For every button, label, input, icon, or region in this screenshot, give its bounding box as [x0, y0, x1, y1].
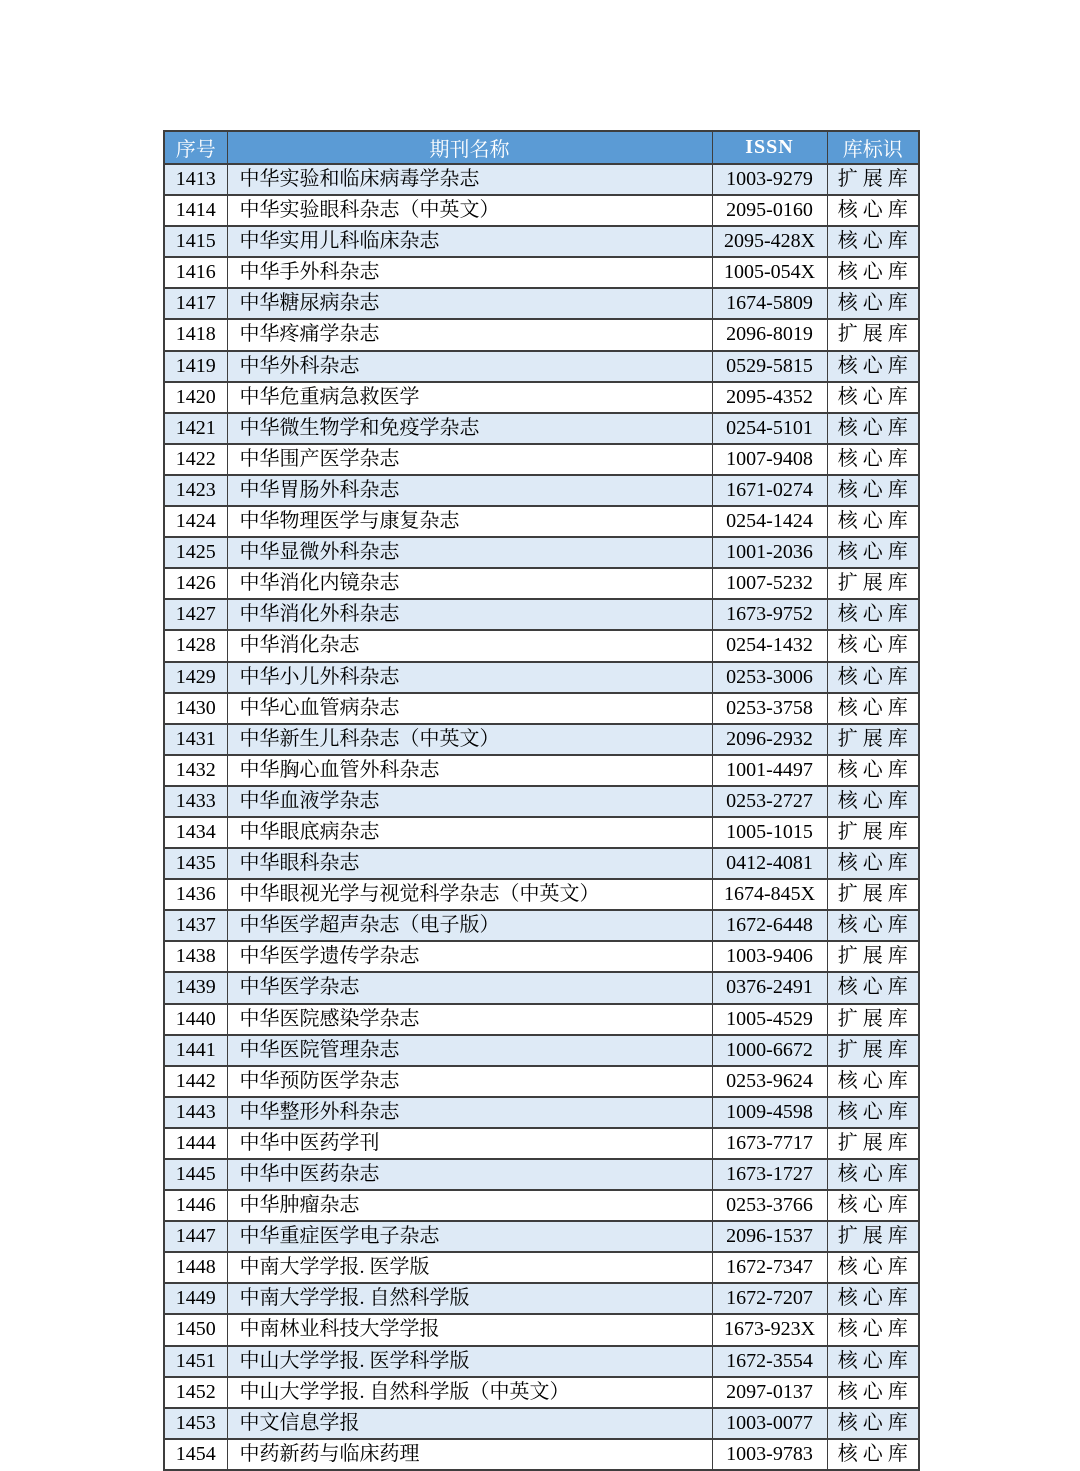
journal-name-cell: 中华医院管理杂志	[227, 1035, 712, 1066]
db-flag-cell: 核心库	[827, 1159, 919, 1190]
table-row	[164, 1004, 919, 1035]
issn-cell: 1005-1015	[712, 817, 827, 848]
issn-cell: 1671-0274	[712, 475, 827, 506]
row-index-cell: 1445	[164, 1159, 227, 1190]
journal-name-cell: 中华外科杂志	[227, 351, 712, 382]
row-index-cell: 1430	[164, 693, 227, 724]
row-index-cell: 1432	[164, 755, 227, 786]
row-index-cell: 1431	[164, 724, 227, 755]
row-index-cell: 1437	[164, 910, 227, 941]
table-row	[164, 1190, 919, 1221]
journal-name-cell: 中南大学学报. 自然科学版	[227, 1283, 712, 1314]
table-row	[164, 817, 919, 848]
db-flag-cell: 扩展库	[827, 319, 919, 350]
table-row	[164, 413, 919, 444]
table-row	[164, 941, 919, 972]
row-index-cell: 1439	[164, 972, 227, 1003]
table-row	[164, 444, 919, 475]
table-row	[164, 568, 919, 599]
db-flag-cell: 核心库	[827, 693, 919, 724]
journal-name-cell: 中华糖尿病杂志	[227, 288, 712, 319]
table-row	[164, 475, 919, 506]
row-index-cell: 1415	[164, 226, 227, 257]
row-index-cell: 1454	[164, 1439, 227, 1470]
table-row	[164, 1128, 919, 1159]
db-flag-cell: 核心库	[827, 1252, 919, 1283]
db-flag-cell: 核心库	[827, 475, 919, 506]
issn-cell: 2095-428X	[712, 226, 827, 257]
issn-cell: 0412-4081	[712, 848, 827, 879]
row-index-cell: 1440	[164, 1004, 227, 1035]
row-index-cell: 1441	[164, 1035, 227, 1066]
row-index-cell: 1419	[164, 351, 227, 382]
table-row	[164, 1377, 919, 1408]
issn-cell: 1674-845X	[712, 879, 827, 910]
journal-name-cell: 中华心血管病杂志	[227, 693, 712, 724]
row-index-cell: 1422	[164, 444, 227, 475]
table-row	[164, 506, 919, 537]
table-row	[164, 662, 919, 693]
db-flag-cell: 核心库	[827, 786, 919, 817]
issn-cell: 2097-0137	[712, 1377, 827, 1408]
journal-name-cell: 中华围产医学杂志	[227, 444, 712, 475]
journal-name-cell: 中华肿瘤杂志	[227, 1190, 712, 1221]
issn-cell: 1003-9406	[712, 941, 827, 972]
table-row	[164, 226, 919, 257]
row-index-cell: 1446	[164, 1190, 227, 1221]
issn-cell: 1009-4598	[712, 1097, 827, 1128]
row-index-cell: 1416	[164, 257, 227, 288]
issn-cell: 1007-9408	[712, 444, 827, 475]
table-row	[164, 1283, 919, 1314]
db-flag-cell: 核心库	[827, 1377, 919, 1408]
db-flag-cell: 核心库	[827, 1283, 919, 1314]
table-row	[164, 630, 919, 661]
table-row	[164, 319, 919, 350]
issn-cell: 0253-3758	[712, 693, 827, 724]
issn-cell: 1007-5232	[712, 568, 827, 599]
header-db-flag: 库标识	[827, 131, 919, 164]
table-row	[164, 1097, 919, 1128]
table-row	[164, 755, 919, 786]
table-row	[164, 1408, 919, 1439]
header-journal-name: 期刊名称	[227, 131, 712, 164]
row-index-cell: 1425	[164, 537, 227, 568]
db-flag-cell: 核心库	[827, 506, 919, 537]
row-index-cell: 1424	[164, 506, 227, 537]
row-index-cell: 1444	[164, 1128, 227, 1159]
row-index-cell: 1414	[164, 195, 227, 226]
row-index-cell: 1429	[164, 662, 227, 693]
issn-cell: 1672-7207	[712, 1283, 827, 1314]
db-flag-cell: 核心库	[827, 972, 919, 1003]
journal-list-table	[163, 130, 920, 1471]
table-row	[164, 1159, 919, 1190]
db-flag-cell: 核心库	[827, 910, 919, 941]
row-index-cell: 1447	[164, 1221, 227, 1252]
table-row	[164, 195, 919, 226]
issn-cell: 0253-2727	[712, 786, 827, 817]
db-flag-cell: 扩展库	[827, 724, 919, 755]
table-row	[164, 910, 919, 941]
journal-name-cell: 中华医学杂志	[227, 972, 712, 1003]
table-row	[164, 1252, 919, 1283]
table-row	[164, 786, 919, 817]
issn-cell: 1672-6448	[712, 910, 827, 941]
db-flag-cell: 核心库	[827, 1190, 919, 1221]
db-flag-cell: 扩展库	[827, 1221, 919, 1252]
journal-name-cell: 中华胸心血管外科杂志	[227, 755, 712, 786]
row-index-cell: 1450	[164, 1314, 227, 1345]
table-row	[164, 724, 919, 755]
row-index-cell: 1453	[164, 1408, 227, 1439]
row-index-cell: 1435	[164, 848, 227, 879]
issn-cell: 1673-923X	[712, 1314, 827, 1345]
table-row	[164, 257, 919, 288]
row-index-cell: 1433	[164, 786, 227, 817]
journal-name-cell: 中华手外科杂志	[227, 257, 712, 288]
journal-name-cell: 中华实验眼科杂志（中英文）	[227, 195, 712, 226]
issn-cell: 1000-6672	[712, 1035, 827, 1066]
issn-cell: 1672-7347	[712, 1252, 827, 1283]
journal-name-cell: 中华显微外科杂志	[227, 537, 712, 568]
header-issn: ISSN	[712, 131, 827, 164]
table-row	[164, 848, 919, 879]
table-body	[164, 164, 919, 1470]
issn-cell: 0254-5101	[712, 413, 827, 444]
row-index-cell: 1420	[164, 382, 227, 413]
row-index-cell: 1413	[164, 164, 227, 195]
issn-cell: 0253-3766	[712, 1190, 827, 1221]
db-flag-cell: 核心库	[827, 1346, 919, 1377]
journal-name-cell: 中南林业科技大学学报	[227, 1314, 712, 1345]
issn-cell: 1673-9752	[712, 599, 827, 630]
journal-name-cell: 中华眼视光学与视觉科学杂志（中英文）	[227, 879, 712, 910]
journal-name-cell: 中山大学学报. 医学科学版	[227, 1346, 712, 1377]
journal-name-cell: 中华整形外科杂志	[227, 1097, 712, 1128]
db-flag-cell: 扩展库	[827, 568, 919, 599]
table-row	[164, 1439, 919, 1470]
db-flag-cell: 核心库	[827, 755, 919, 786]
journal-name-cell: 中药新药与临床药理	[227, 1439, 712, 1470]
issn-cell: 2096-2932	[712, 724, 827, 755]
db-flag-cell: 核心库	[827, 662, 919, 693]
table-row	[164, 382, 919, 413]
journal-name-cell: 中华眼底病杂志	[227, 817, 712, 848]
issn-cell: 1673-7717	[712, 1128, 827, 1159]
row-index-cell: 1449	[164, 1283, 227, 1314]
table-row	[164, 288, 919, 319]
db-flag-cell: 核心库	[827, 351, 919, 382]
header-row	[164, 131, 919, 164]
table-row	[164, 1346, 919, 1377]
journal-name-cell: 中华预防医学杂志	[227, 1066, 712, 1097]
row-index-cell: 1436	[164, 879, 227, 910]
issn-cell: 0253-9624	[712, 1066, 827, 1097]
db-flag-cell: 核心库	[827, 1408, 919, 1439]
table-row	[164, 1066, 919, 1097]
row-index-cell: 1442	[164, 1066, 227, 1097]
journal-name-cell: 中华消化内镜杂志	[227, 568, 712, 599]
db-flag-cell: 核心库	[827, 413, 919, 444]
db-flag-cell: 核心库	[827, 1314, 919, 1345]
table-row	[164, 351, 919, 382]
table-row	[164, 1314, 919, 1345]
header-index: 序号	[164, 131, 227, 164]
journal-name-cell: 中文信息学报	[227, 1408, 712, 1439]
db-flag-cell: 核心库	[827, 1066, 919, 1097]
issn-cell: 2096-8019	[712, 319, 827, 350]
db-flag-cell: 核心库	[827, 382, 919, 413]
table-row	[164, 879, 919, 910]
journal-name-cell: 中华医学超声杂志（电子版）	[227, 910, 712, 941]
db-flag-cell: 核心库	[827, 537, 919, 568]
row-index-cell: 1434	[164, 817, 227, 848]
journal-name-cell: 中华新生儿科杂志（中英文）	[227, 724, 712, 755]
db-flag-cell: 扩展库	[827, 941, 919, 972]
table-row	[164, 164, 919, 195]
journal-name-cell: 中南大学学报. 医学版	[227, 1252, 712, 1283]
journal-name-cell: 中华危重病急救医学	[227, 382, 712, 413]
db-flag-cell: 扩展库	[827, 164, 919, 195]
issn-cell: 1001-4497	[712, 755, 827, 786]
journal-name-cell: 中华中医药学刊	[227, 1128, 712, 1159]
row-index-cell: 1443	[164, 1097, 227, 1128]
db-flag-cell: 核心库	[827, 599, 919, 630]
row-index-cell: 1426	[164, 568, 227, 599]
issn-cell: 2095-0160	[712, 195, 827, 226]
row-index-cell: 1438	[164, 941, 227, 972]
table-row	[164, 693, 919, 724]
journal-name-cell: 中华胃肠外科杂志	[227, 475, 712, 506]
journal-name-cell: 中山大学学报. 自然科学版（中英文）	[227, 1377, 712, 1408]
db-flag-cell: 核心库	[827, 257, 919, 288]
row-index-cell: 1427	[164, 599, 227, 630]
journal-name-cell: 中华医院感染学杂志	[227, 1004, 712, 1035]
journal-name-cell: 中华疼痛学杂志	[227, 319, 712, 350]
row-index-cell: 1452	[164, 1377, 227, 1408]
db-flag-cell: 核心库	[827, 848, 919, 879]
issn-cell: 0529-5815	[712, 351, 827, 382]
table-row	[164, 1221, 919, 1252]
issn-cell: 0254-1432	[712, 630, 827, 661]
journal-name-cell: 中华实验和临床病毒学杂志	[227, 164, 712, 195]
db-flag-cell: 核心库	[827, 195, 919, 226]
issn-cell: 1672-3554	[712, 1346, 827, 1377]
db-flag-cell: 核心库	[827, 1439, 919, 1470]
journal-name-cell: 中华消化外科杂志	[227, 599, 712, 630]
issn-cell: 1003-9279	[712, 164, 827, 195]
journal-name-cell: 中华血液学杂志	[227, 786, 712, 817]
journal-name-cell: 中华医学遗传学杂志	[227, 941, 712, 972]
issn-cell: 2096-1537	[712, 1221, 827, 1252]
db-flag-cell: 核心库	[827, 1097, 919, 1128]
journal-name-cell: 中华消化杂志	[227, 630, 712, 661]
issn-cell: 1001-2036	[712, 537, 827, 568]
journal-name-cell: 中华物理医学与康复杂志	[227, 506, 712, 537]
issn-cell: 1003-0077	[712, 1408, 827, 1439]
journal-name-cell: 中华实用儿科临床杂志	[227, 226, 712, 257]
table-row	[164, 1035, 919, 1066]
journal-name-cell: 中华重症医学电子杂志	[227, 1221, 712, 1252]
db-flag-cell: 核心库	[827, 226, 919, 257]
issn-cell: 1673-1727	[712, 1159, 827, 1190]
row-index-cell: 1428	[164, 630, 227, 661]
issn-cell: 1674-5809	[712, 288, 827, 319]
db-flag-cell: 核心库	[827, 630, 919, 661]
db-flag-cell: 扩展库	[827, 1128, 919, 1159]
issn-cell: 0376-2491	[712, 972, 827, 1003]
row-index-cell: 1417	[164, 288, 227, 319]
db-flag-cell: 核心库	[827, 288, 919, 319]
issn-cell: 1005-4529	[712, 1004, 827, 1035]
issn-cell: 1005-054X	[712, 257, 827, 288]
journal-name-cell: 中华眼科杂志	[227, 848, 712, 879]
table-row	[164, 599, 919, 630]
journal-name-cell: 中华中医药杂志	[227, 1159, 712, 1190]
table-row	[164, 972, 919, 1003]
issn-cell: 0253-3006	[712, 662, 827, 693]
row-index-cell: 1451	[164, 1346, 227, 1377]
issn-cell: 1003-9783	[712, 1439, 827, 1470]
db-flag-cell: 扩展库	[827, 817, 919, 848]
row-index-cell: 1418	[164, 319, 227, 350]
db-flag-cell: 核心库	[827, 444, 919, 475]
issn-cell: 2095-4352	[712, 382, 827, 413]
row-index-cell: 1423	[164, 475, 227, 506]
row-index-cell: 1421	[164, 413, 227, 444]
row-index-cell: 1448	[164, 1252, 227, 1283]
db-flag-cell: 扩展库	[827, 1035, 919, 1066]
journal-name-cell: 中华微生物学和免疫学杂志	[227, 413, 712, 444]
db-flag-cell: 扩展库	[827, 1004, 919, 1035]
db-flag-cell: 扩展库	[827, 879, 919, 910]
table-row	[164, 537, 919, 568]
issn-cell: 0254-1424	[712, 506, 827, 537]
journal-name-cell: 中华小儿外科杂志	[227, 662, 712, 693]
